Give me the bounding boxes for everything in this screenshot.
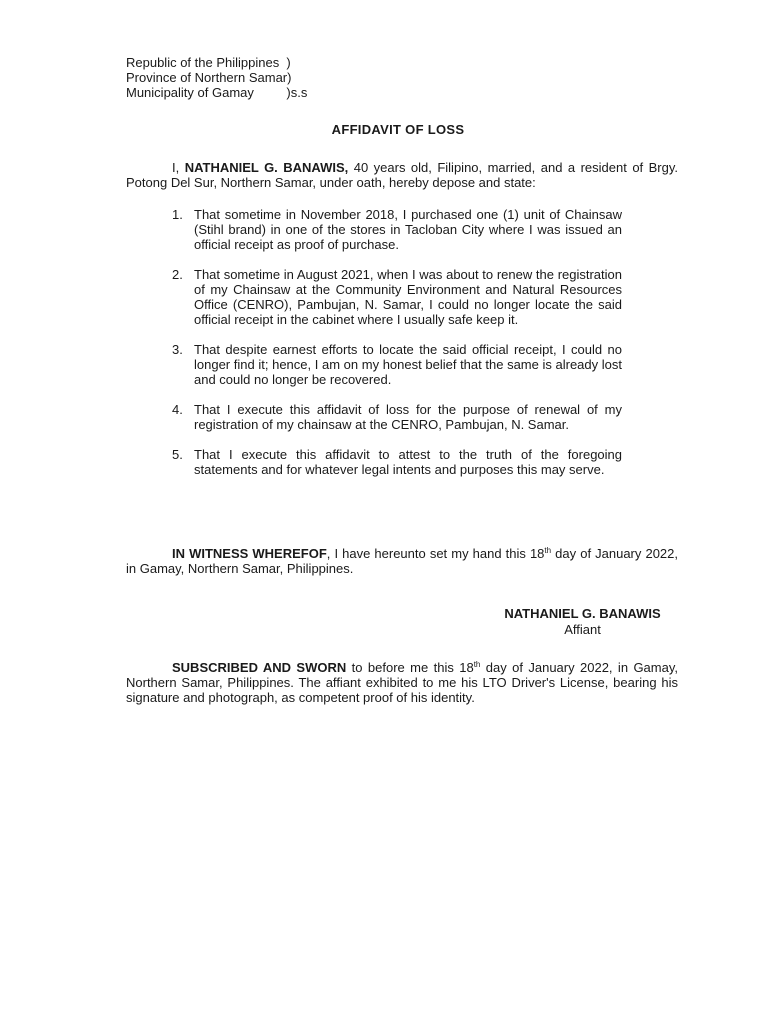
jurat-text-a: to before me this 18: [346, 660, 474, 675]
statement-item: [172, 207, 622, 252]
witness-lead: IN WITNESS WHEREFOF: [172, 546, 327, 561]
affiant-role: Affiant: [564, 622, 601, 637]
statement-number: 2.: [172, 267, 183, 282]
header-line-municipality: Municipality of Gamay )s.s: [126, 85, 308, 100]
intro-prefix: I,: [172, 160, 185, 175]
jurat-lead: SUBSCRIBED AND SWORN: [172, 660, 347, 675]
jurat-ordinal: th: [473, 660, 481, 669]
statement-number: 5.: [172, 447, 183, 462]
statement-text: That sometime in November 2018, I purchased one (1) unit of Chainsaw (Stihl brand) in one of the stores in Tacloban City where I was issued an official receipt as proof of purchase.: [194, 207, 622, 252]
statement-text: That sometime in August 2021, when I was about to renew the registration of my Chainsaw at the Community Environment and Natural Resources Office (CENRO), Pambujan, N. Samar, I could no longer locate the said official receipt in the cabinet where I usually safe keep it.: [194, 267, 622, 327]
statement-item: [172, 267, 622, 327]
statement-item: [172, 402, 622, 432]
affiant-signature-block: [470, 606, 695, 638]
statement-text: That despite earnest efforts to locate the said official receipt, I could no longer find it; hence, I am on my honest belief that the same is already lost and could no longer be recovered.: [194, 342, 622, 387]
witness-text-b: day of January 2022, in Gamay, Northern Samar, Philippines.: [126, 546, 678, 576]
venue-header: [126, 55, 307, 100]
witness-paragraph: [126, 546, 678, 576]
statement-number: 4.: [172, 402, 183, 417]
intro-paragraph: [126, 160, 678, 190]
statement-number: 1.: [172, 207, 183, 222]
document-title: AFFIDAVIT OF LOSS: [331, 122, 465, 137]
witness-ordinal: th: [544, 546, 552, 555]
statements-list: [172, 207, 622, 492]
affiant-name: NATHANIEL G. BANAWIS: [504, 606, 661, 621]
statement-text: That I execute this affidavit to attest to the truth of the foregoing statements and for whatever legal intents and purposes this may serve.: [194, 447, 622, 477]
affiant-name-inline: NATHANIEL G. BANAWIS,: [184, 160, 349, 175]
jurat-paragraph: [126, 660, 678, 705]
jurat-text-b: day of January 2022, in Gamay, Northern Samar, Philippines. The affiant exhibited to me his LTO Driver's License, bearing his signature and photograph, as competent proof of his identity.: [126, 660, 678, 705]
statement-text: That I execute this affidavit of loss for the purpose of renewal of my registration of my chainsaw at the CENRO, Pambujan, N. Samar.: [194, 402, 622, 432]
statement-number: 3.: [172, 342, 183, 357]
intro-text: 40 years old, Filipino, married, and a resident of Brgy. Potong Del Sur, Northern Samar, under oath, hereby depose and state:: [126, 160, 678, 190]
witness-text-a: , I have hereunto set my hand this 18: [326, 546, 545, 561]
header-line-republic: Republic of the Philippines ): [126, 55, 291, 70]
header-line-province: Province of Northern Samar): [126, 70, 292, 85]
statement-item: [172, 342, 622, 387]
statement-item: [172, 447, 622, 477]
